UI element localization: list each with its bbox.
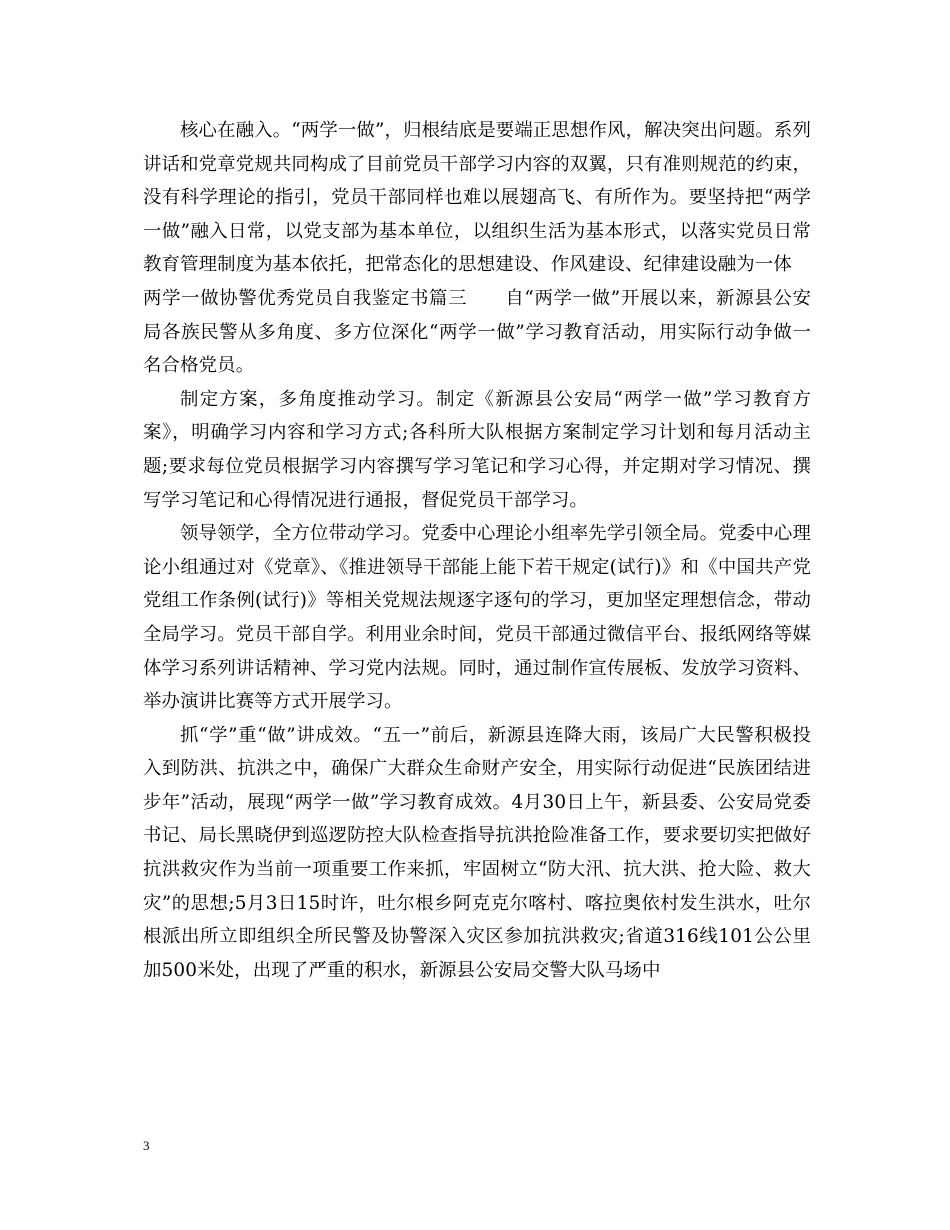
paragraph-results: 抓“学”重“做”讲成效。“五一”前后，新源县连降大雨，该局广大民警积极投入到防洪、抗洪之中，确保广大群众生命财产安全，用实际行动促进“民族团结进步年”活动，展现“两学一做”学习教育成效。4月30日上午，新县委、公安局党委书记、局长黑晓伊到巡逻防控大队检查指导抗洪抢险准备工作，要求要切实把做好抗洪救灾作为当前一项重要工作来抓，牢固树立“防大汛、抗大洪、抢大险、救大灾”的思想;5月3日15时许，吐尔根乡阿克克尔喀村、喀拉奥依村发生洪水，吐尔根派出所立即组织全所民警及协警深入灾区参加抗洪救灾;省道316线101公公里加500米处，出现了严重的积水，新源县公安局交警大队马场中 [143, 724, 811, 981]
paragraph-integration: 核心在融入。“两学一做”，归根结底是要端正思想作风，解决突出问题。系列讲话和党章党规共同构成了目前党员干部学习内容的双翼，只有准则规范的约束，没有科学理论的指引，党员干部同样也难以展翅高飞、有所作为。要坚持把“两学一做”融入日常，以党支部为基本单位，以组织生活为基本形式，以落实党员日常教育管理制度为基本依托，把常态化的思想建设、作风建设、纪律建设融为一体 [143, 120, 811, 276]
document-body [143, 114, 811, 987]
page-number: 3 [143, 1138, 150, 1153]
paragraph-leadership: 领导领学，全方位带动学习。党委中心理论小组率先学引领全局。党委中心理论小组通过对《党章》、《推进领导干部能上能下若干规定(试行)》和《中国共产党党组工作条例(试行)》等相关党规法规逐字逐句的学习，更加坚定理想信念，带动全局学习。党员干部自学。利用业余时间，党员干部通过微信平台、报纸网络等媒体学习系列讲话精神、学习党内法规。同时，通过制作宣传展板、发放学习资料、举办演讲比赛等方式开展学习。 [143, 523, 811, 713]
paragraph-plan: 制定方案，多角度推动学习。制定《新源县公安局“两学一做”学习教育方案》，明确学习内容和学习方式;各科所大队根据方案制定学习计划和每月活动主题;要求每位党员根据学习内容撰写学习笔记和学习心得，并定期对学习情况、撰写学习笔记和心得情况进行通报，督促党员干部学习。 [143, 388, 811, 511]
section-heading-paragraph: 两学一做协警优秀党员自我鉴定书篇三 自“两学一做”开展以来，新源县公安局各族民警从多角度、多方位深化“两学一做”学习教育活动，用实际行动争做一名合格党员。 [143, 287, 811, 377]
